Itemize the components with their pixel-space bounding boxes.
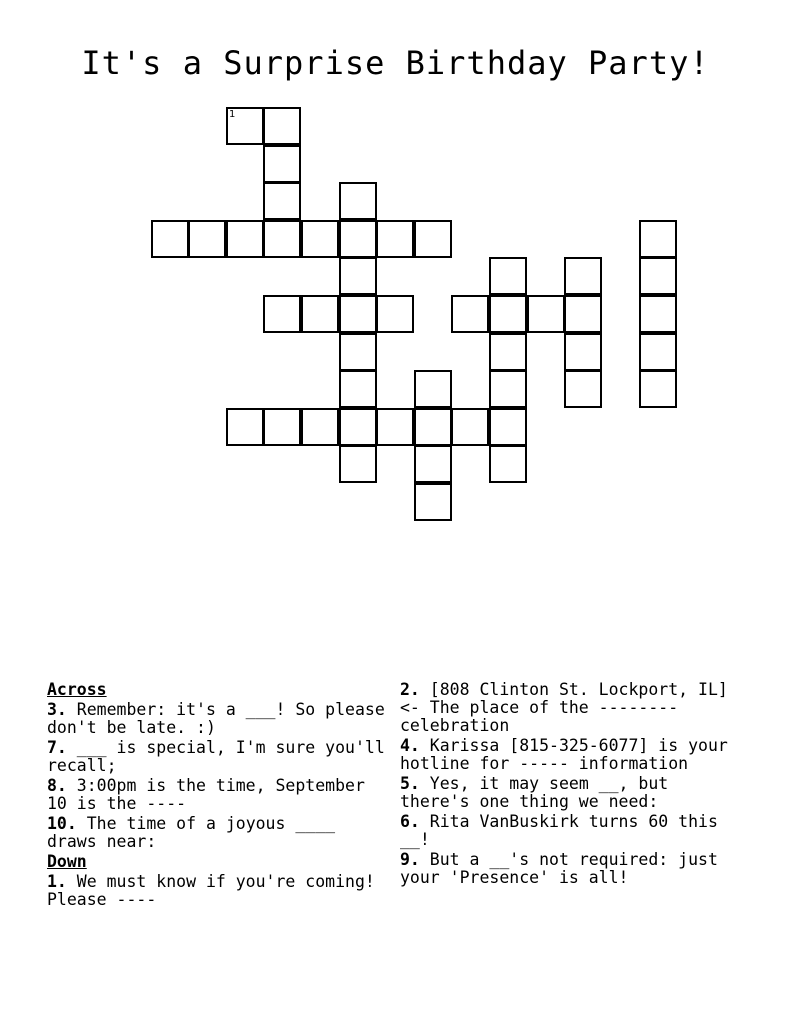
crossword-cell[interactable] [339,333,377,371]
crossword-cell[interactable] [414,445,452,483]
crossword-cell[interactable] [263,408,301,446]
crossword-cell[interactable] [376,408,414,446]
crossword-cell[interactable] [301,220,339,258]
crossword-cell[interactable] [226,220,264,258]
clue-across-3: 3. Remember: it's a ___! So please don't be late. :) [47,700,385,737]
clue-across-8: 8. 3:00pm is the time, September 10 is the ---- [47,776,365,813]
clue-down-6: 6. Rita VanBuskirk turns 60 this __! [400,812,718,849]
crossword-cell[interactable] [301,408,339,446]
crossword-cell[interactable] [639,370,677,408]
crossword-cell[interactable] [339,257,377,295]
crossword-cell[interactable] [263,295,301,333]
crossword-cell[interactable] [263,145,301,183]
crossword-cell[interactable] [564,370,602,408]
crossword-cell[interactable] [339,445,377,483]
crossword-cell[interactable] [489,257,527,295]
crossword-cell[interactable] [414,370,452,408]
crossword-cell[interactable] [226,107,264,145]
crossword-cell[interactable] [339,370,377,408]
crossword-cell[interactable] [489,333,527,371]
down-heading: Down [47,852,87,871]
clue-across-7: 7. ___ is special, I'm sure you'll recall; [47,738,385,775]
crossword-cell[interactable] [414,408,452,446]
across-heading: Across [47,680,107,699]
clue-down-4: 4. Karissa [815-325-6077] is your hotline for ----- information [400,736,728,773]
crossword-cell[interactable] [414,220,452,258]
crossword-cell[interactable] [376,295,414,333]
page-title: It's a Surprise Birthday Party! [81,44,710,82]
crossword-cell[interactable] [451,408,489,446]
crossword-cell[interactable] [301,295,339,333]
crossword-cell[interactable] [414,483,452,521]
crossword-cell[interactable] [339,220,377,258]
crossword-cell[interactable] [639,295,677,333]
crossword-cell[interactable] [226,408,264,446]
crossword-cell[interactable] [564,295,602,333]
clue-down-2: 2. [808 Clinton St. Lockport, IL]<- The place of the -------- celebration [400,680,728,735]
crossword-cell[interactable] [489,370,527,408]
crossword-cell[interactable] [564,257,602,295]
clues-right-column [400,681,740,889]
crossword-cell[interactable] [489,295,527,333]
crossword-cell[interactable] [639,333,677,371]
crossword-cell[interactable] [339,408,377,446]
crossword-cell[interactable] [263,107,301,145]
crossword-cell[interactable] [263,220,301,258]
clue-down-1: 1. We must know if you're coming! Please ---- [47,872,375,909]
crossword-cell[interactable] [376,220,414,258]
crossword-cell[interactable] [188,220,226,258]
crossword-cell[interactable] [489,445,527,483]
clue-down-9: 9. But a __'s not required: just your 'Presence' is all! [400,850,718,887]
crossword-cell[interactable] [489,408,527,446]
crossword-cell[interactable] [339,182,377,220]
clue-number: 1 [229,109,236,120]
clue-across-10: 10. The time of a joyous ____ draws near: [47,814,336,851]
crossword-cell[interactable] [564,333,602,371]
clues-left-column [47,681,387,911]
crossword-cell[interactable] [527,295,565,333]
crossword-cell[interactable] [151,220,189,258]
crossword-cell[interactable] [451,295,489,333]
clue-down-5: 5. Yes, it may seem __, but there's one thing we need: [400,774,669,811]
crossword-cell[interactable] [263,182,301,220]
crossword-cell[interactable] [639,220,677,258]
crossword-cell[interactable] [639,257,677,295]
crossword-cell[interactable] [339,295,377,333]
